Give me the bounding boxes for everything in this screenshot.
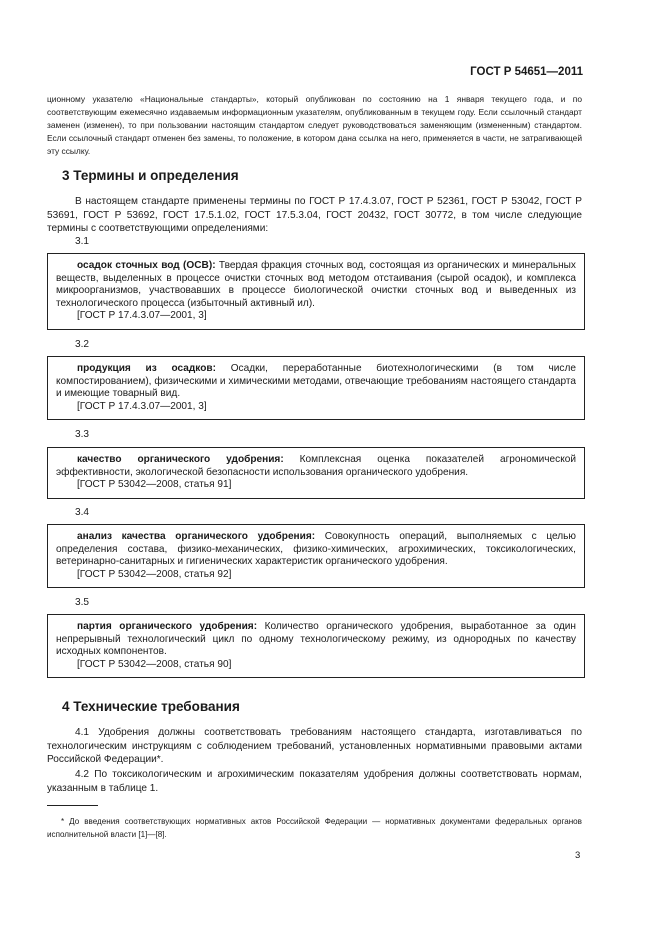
footnote xyxy=(47,815,582,841)
term-definition: Осадки, переработанные биотехнологическими (в том числе компостированием), физическими и химическими методами, отвечающие требованиям настоящего стандарта и имеющие товарный вид. xyxy=(56,363,576,400)
term-definition: Твердая фракция сточных вод, состоящая из органических и минеральных веществ, выделенных в процессе очистки сточных вод методом отстаивания (сырой осадок), и комплекса микроорганизмов, участвовавших в процессе биологической очистки сточных вод и выведенных из технологического процесса (избыточный активный ил). xyxy=(56,260,576,309)
term-number: 3.1 xyxy=(75,236,90,247)
term-reference: [ГОСТ Р 53042—2008, статья 90] xyxy=(77,658,232,670)
term-name: качество органического удобрения: xyxy=(77,454,284,465)
footnote-text: * До введения соответствующих нормативных актов Российской Федерации — нормативных документами федеральных органов исполнительной власти [1]—[8]. xyxy=(47,817,582,839)
term-number: 3.2 xyxy=(75,339,90,350)
term-name: анализ качества органического удобрения: xyxy=(77,531,316,542)
footnote-rule xyxy=(47,805,98,806)
term-box xyxy=(47,356,585,420)
term-number: 3.4 xyxy=(75,507,90,518)
paragraph-4-1-text: 4.1 Удобрения должны соответствовать требованиям настоящего стандарта, изготавливаться по технологическим инструкциям с соблюдением требований, установленных нормативными правовыми актами Российской Федерации*. xyxy=(47,727,582,765)
term-definition: Количество органического удобрения, выработанное за один непрерывный технологический цикл по одному технологическому режиму, из однородных по качеству исходных компонентов. xyxy=(56,621,577,658)
section-3-lead-text: В настоящем стандарте применены термины по ГОСТ Р 17.4.3.07, ГОСТ Р 52361, ГОСТ Р 53042, ГОСТ Р 53691, ГОСТ Р 53692, ГОСТ 17.5.1.02, ГОСТ 17.5.3.04, ГОСТ 20432, ГОСТ 30772, в том числе следующие термины с соответствующими определениями: xyxy=(47,196,582,234)
paragraph-4-1 xyxy=(47,726,582,767)
paragraph-4-2-text: 4.2 По токсикологическим и агрохимическим показателям удобрения должны соответствовать нормам, указанным в таблице 1. xyxy=(47,769,582,794)
term-reference: [ГОСТ Р 17.4.3.07—2001, 3] xyxy=(77,310,207,322)
document-header: ГОСТ Р 54651—2011 xyxy=(470,66,583,78)
paragraph-4-2 xyxy=(47,768,582,795)
term-box xyxy=(47,524,585,588)
section-3-heading: 3 Термины и определения xyxy=(62,168,239,183)
term-box xyxy=(47,447,585,499)
term-reference: [ГОСТ Р 17.4.3.07—2001, 3] xyxy=(77,400,207,412)
term-reference: [ГОСТ Р 53042—2008, статья 91] xyxy=(77,479,232,491)
term-definition: Комплексная оценка показателей агрономической эффективности, экологической безопасности использования органического удобрения. xyxy=(56,454,576,478)
term-reference: [ГОСТ Р 53042—2008, статья 92] xyxy=(77,568,232,580)
term-definition: Совокупность операций, выполняемых с целью определения состава, физико-механических, физико-химических, агрохимических, токсикологических, ветеринарно-санитарных и гигиенических характеристик органического удобрения. xyxy=(56,531,576,568)
term-box xyxy=(47,614,585,678)
page-number: 3 xyxy=(575,850,581,861)
intro-paragraph: ционному указателю «Национальные стандарты», который опубликован по состоянию на 1 января текущего года, и по соответствующим ежемесячно издаваемым информационным указателям, опубликованным в текущем году. Если ссылочный стандарт заменен (изменен), то при пользовании настоящим стандартом следует руководствоваться заменяющим (измененным) стандартом. Если ссылочный стандарт отменен без замены, то положение, в котором дана ссылка на него, применяется в части, не затрагивающей эту ссылку. xyxy=(47,94,582,156)
term-name: партия органического удобрения: xyxy=(77,621,258,632)
term-number: 3.5 xyxy=(75,597,90,608)
term-name: осадок сточных вод (ОСВ): xyxy=(77,260,216,271)
term-number: 3.3 xyxy=(75,429,90,440)
term-name: продукция из осадков: xyxy=(77,363,216,374)
section-4-heading: 4 Технические требования xyxy=(62,699,240,714)
section-3-lead xyxy=(47,195,582,236)
term-box xyxy=(47,253,585,330)
